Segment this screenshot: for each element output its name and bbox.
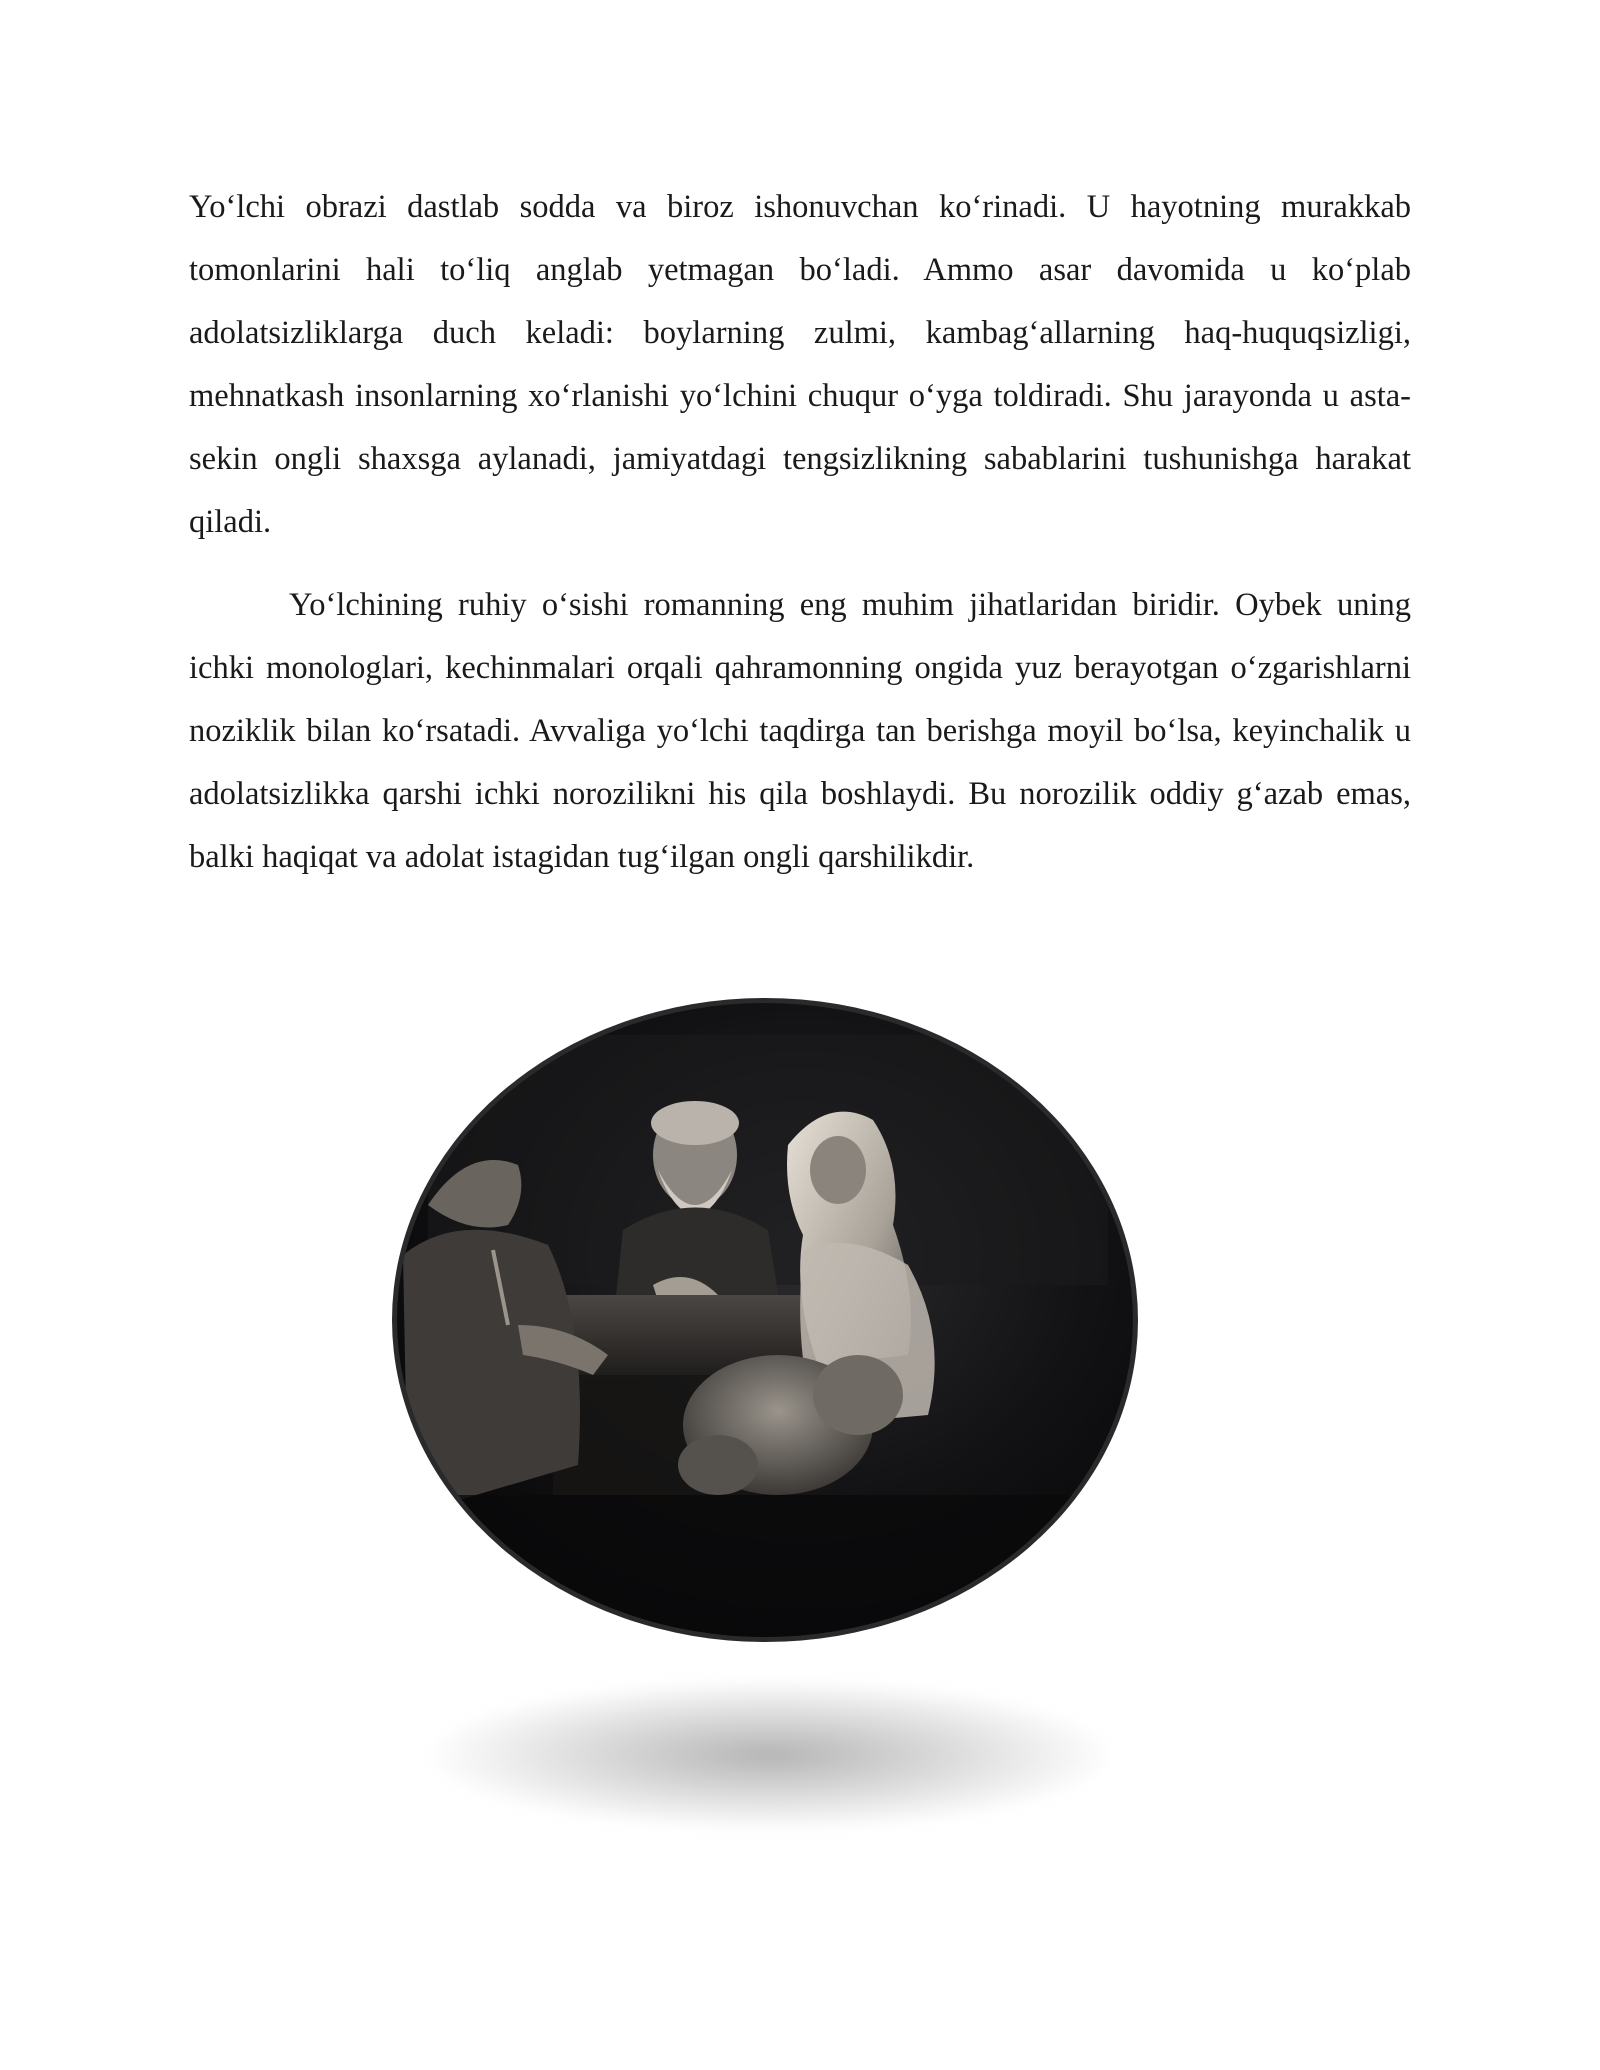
oval-illustration <box>388 995 1143 1645</box>
paragraph-1: Yo‘lchi obrazi dastlab sodda va biroz ishonuvchan ko‘rinadi. U hayotning murakkab tomonlarini hali to‘liq anglab yetmagan bo‘ladi. Ammo asar davomida u ko‘plab adolatsizliklarga duch keladi: boylarning zulmi, kambag‘allarning haq-huquqsizligi, mehnatkash insonlarning xo‘rlanishi yo‘lchini chuqur o‘yga toldiradi. Shu jarayonda u asta-sekin ongli shaxsga aylanadi, jamiyatdagi tengsizlikning sabablarini tushunishga harakat qiladi. <box>189 189 1411 540</box>
body-text <box>189 176 1411 889</box>
paragraph-2: Yo‘lchining ruhiy o‘sishi romanning eng muhim jihatlaridan biridir. Oybek uning ichki monologlari, kechinmalari orqali qahramonning ongida yuz berayotgan o‘zgarishlarni noziklik bilan ko‘rsatadi. Avvaliga yo‘lchi taqdirga tan berishga moyil bo‘lsa, keyinchalik u adolatsizlikka qarshi ichki norozilikni his qila boshlaydi. Bu norozilik oddiy g‘azab emas, balki haqiqat va adolat istagidan tug‘ilgan ongli qarshilikdir. <box>189 587 1411 875</box>
illustration-shadow <box>430 1680 1110 1830</box>
illustration-svg <box>388 995 1143 1645</box>
